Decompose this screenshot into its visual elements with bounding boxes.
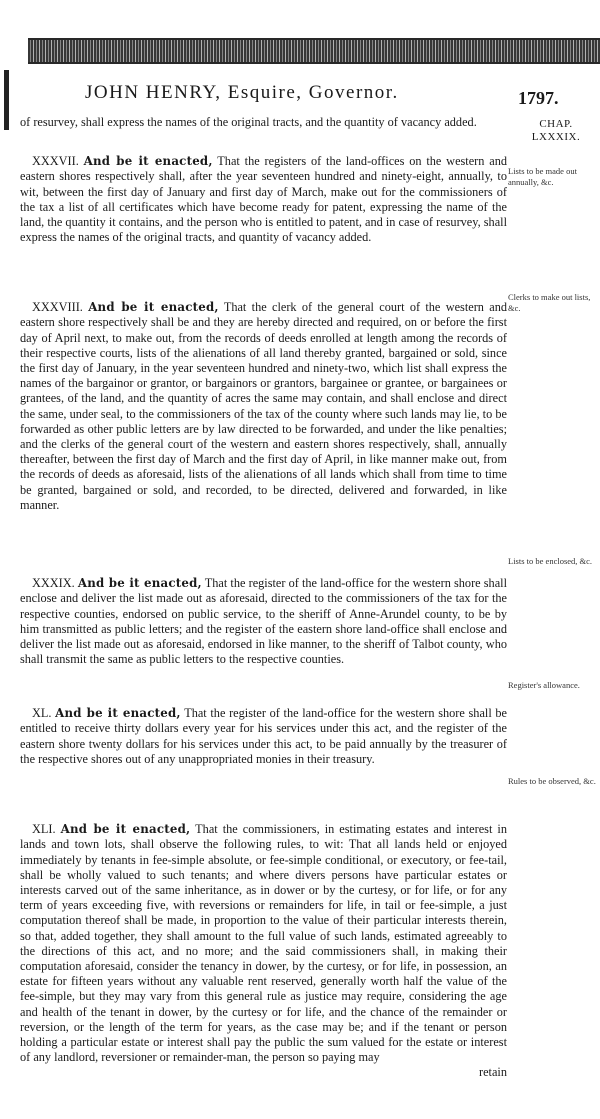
margin-note-xxxviii: Clerks to make out lists, &c. <box>508 292 591 313</box>
section-xxxviii <box>20 300 507 554</box>
section-number: XXXIX. <box>32 576 75 591</box>
section-number: XXXVIII. <box>32 300 83 315</box>
section-xl <box>20 706 507 800</box>
enacting-clause: And be it enacted, <box>77 576 202 591</box>
margin-note-xxxvii: Lists to be made out annually, &c. <box>508 166 577 187</box>
section-paragraph <box>20 706 507 767</box>
chapter-number: LXXXIX. <box>531 131 581 143</box>
margin-note-xl: Register's allowance. <box>508 680 580 690</box>
section-text: That the registers of the land-offices on the western and eastern shores respectively shall, after the year seventeen hundred and ninety-eight, annually, to wit, between the first day of January and first day of March, make out for the commissioners of the tax a list of all certificates which have become ready for patent, expressing the name of the land, the quantity it contains, and the person who is entitled to patent, and in case of resurvey, shall express the names of the original tracts, and quantity of vacancy added. <box>20 154 508 245</box>
running-header <box>0 82 600 112</box>
chapter-label <box>512 118 600 144</box>
section-paragraph <box>20 576 507 667</box>
enacting-clause: And be it enacted, <box>83 154 213 169</box>
chapter-word: CHAP. <box>539 118 573 130</box>
section-text: That the commissioners, in estimating estates and interest in lands and town lots, shall observe the following rules, to wit: That all lands held or enjoyed immediately by tenants in fee-simple absolute, or fee-simple conditional, or executory, or fee-tail, shall be wholly valued to such tenants; and where divers persons have particular estates or interests carved out of the same inheritance, as in dower or by the curtesy, or for life, or for any term of years exceeding five, with reversions or remainders for life, in tail or fee-simple, a just computation thereof shall be made, in proportion to the value of their particular interests therein, so that, added together, they shall amount to the full value of such lands, estimated agreeably to the directions of this act, and no more; and the said commissioners shall, in making their computation aforesaid, consider the tenancy in dower, by the curtesy, or for life, in possession, an estate for fifteen years without any valuable rent reserved, generally worth half the value of the fee-simple, but they may vary from this general rule as justice may require, considering the age and health of the tenant in dower, by the curtesy or for life, and the chance of the remainder or reversion, or the length of the term for years, as the case may be; and if the tenant or person holding a particular estate or interest shall pay the public the sum valued for the estate or interest of any landlord, reversioner or remainder-man, the person so paying may <box>20 822 507 1065</box>
enacting-clause: And be it enacted, <box>88 300 219 315</box>
section-paragraph <box>20 300 507 513</box>
section-number: XLI. <box>32 822 56 837</box>
enacting-clause: And be it enacted, <box>55 706 181 721</box>
section-number: XXXVII. <box>32 154 79 169</box>
section-xxxvii <box>20 154 507 278</box>
section-text: That the register of the land-office for the western shore shall be entitled to receive thirty dollars every year for his services under this act, and the register of the eastern shore twenty dollars for his services under this act, to be paid annually by the treasurer of the respective shores out of any unappropriated monies in their treasury. <box>20 706 508 766</box>
section-paragraph <box>20 154 507 245</box>
section-text: That the clerk of the general court of the western and eastern shore respectively shall be and they are hereby directed and required, on or before the first day of April next, to make out, from the records of deeds enrolled at length among the records of their respective courts, lists of the alienations of all land thereby granted, bargained or sold, since the first day of January, in the year seventeen hundred and ninety-two, which list shall express the names of the bargainor or grantor, or bargainors or grantors, bargainee or grantee, or bargainees or grantees, of the land, and the quantity of acres the same may contain, and shall enclose and direct the same, under seal, to the commissioners of the tax of the county where such lands may lie, to be forwarded as other public letters are by law directed to be forwarded, and under the like penalties; and the clerks of the general court of the western and eastern shores respectively, shall, annually thereafter, between the first day of March and the first day of April, in like manner make out, from the records of deeds as aforesaid, lists of the alienations of all lands which shall from time to time be granted, bargained or sold, and recorded, to be directed, delivered and forwarded, in like manner. <box>20 300 507 512</box>
catchword: retain <box>479 1065 507 1080</box>
decorative-border <box>28 38 600 64</box>
running-title: JOHN HENRY, Esquire, Governor. <box>85 82 399 103</box>
section-xxxix <box>20 576 507 684</box>
section-paragraph <box>20 822 507 1065</box>
section-xli <box>20 822 507 1080</box>
year: 1797. <box>518 88 559 108</box>
section-number: XL. <box>32 706 52 721</box>
intro-paragraph: of resurvey, shall express the names of the original tracts, and the quantity of vacancy added. <box>20 115 477 129</box>
enacting-clause: And be it enacted, <box>60 822 191 837</box>
margin-note-xli: Rules to be observed, &c. <box>508 776 596 786</box>
section-text: That the register of the land-office for the western shore shall enclose and deliver the list made out as aforesaid, directed to the commissioners of the tax for the respective counties, endorsed on public service, to the sheriff of Anne-Arundel county, to be by him transmitted as public letters; and the register of the eastern shore land-office shall enclose and deliver the list made out as aforesaid, endorsed in like manner, to the sheriff of Talbot county, who shall transmit the same as public letters to the respective counties. <box>20 576 507 667</box>
margin-note-xxxix: Lists to be enclosed, &c. <box>508 556 593 566</box>
main-text <box>20 115 507 1103</box>
